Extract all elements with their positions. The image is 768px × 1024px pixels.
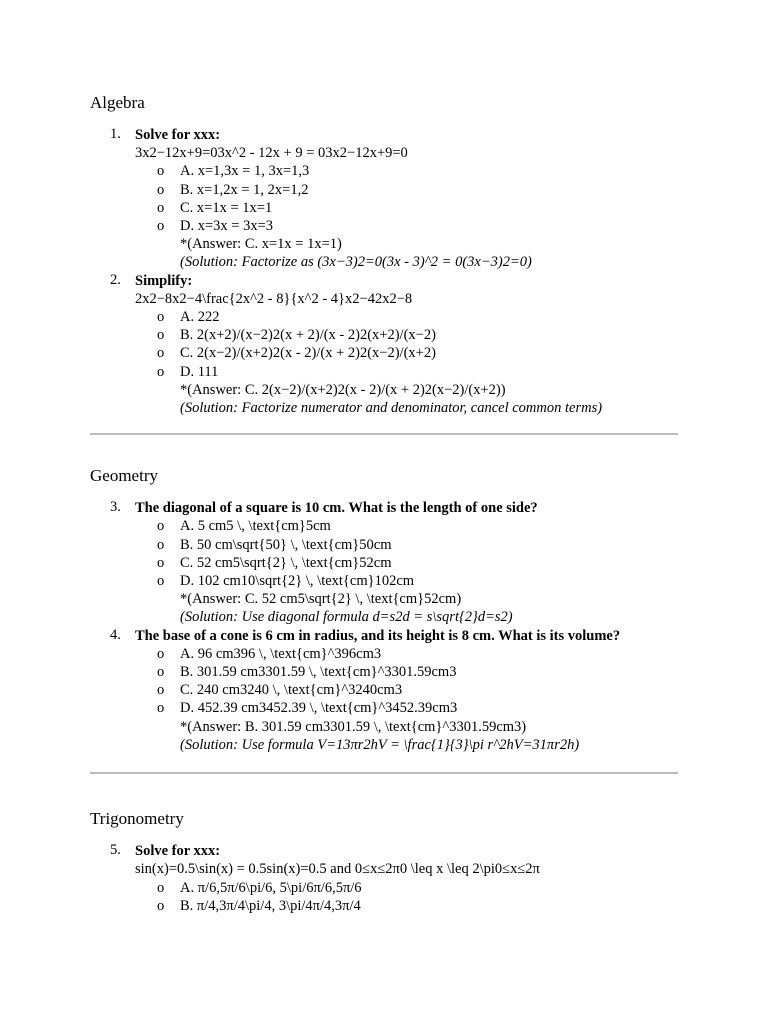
solution-text: (Solution: Factorize as (3x−3)2=0(3x - 3)^2 = 0(3x−3)2=0) — [180, 254, 532, 271]
option-list — [135, 162, 678, 235]
section-title-trigonometry: Trigonometry — [90, 809, 184, 829]
question-number: 2. — [110, 271, 121, 288]
option-text: A. 96 cm396 \, \text{cm}^396cm3 — [180, 645, 382, 662]
option-text: C. 240 cm3240 \, \text{cm}^3240cm3 — [180, 682, 403, 699]
option-item — [157, 681, 678, 699]
bullet-icon: o — [157, 573, 165, 590]
bullet-icon: o — [157, 163, 165, 180]
question-1 — [90, 126, 678, 272]
option-text: D. x=3x = 3x=3 — [180, 218, 274, 235]
section-divider — [90, 433, 678, 435]
option-text: B. 301.59 cm3301.59 \, \text{cm}^3301.59cm3 — [180, 664, 457, 681]
option-text: B. 50 cm\sqrt{50} \, \text{cm}50cm — [180, 536, 392, 553]
bullet-icon: o — [157, 664, 165, 681]
option-text: B. 2(x+2)/(x−2)2(x + 2)/(x - 2)2(x+2)/(x−2) — [180, 327, 436, 344]
question-text: Solve for xxx: — [135, 843, 221, 860]
answer-text: *(Answer: B. 301.59 cm3301.59 \, \text{cm}^3301.59cm3) — [180, 718, 527, 735]
question-4 — [90, 627, 678, 754]
bullet-icon: o — [157, 554, 165, 571]
option-text: C. 52 cm5\sqrt{2} \, \text{cm}52cm — [180, 554, 392, 571]
option-item — [157, 326, 678, 344]
section-divider — [90, 772, 678, 774]
option-text: A. 5 cm5 \, \text{cm}5cm — [180, 518, 331, 535]
question-number: 1. — [110, 126, 121, 142]
bullet-icon: o — [157, 518, 165, 535]
option-item — [157, 363, 678, 381]
option-list — [135, 517, 678, 590]
bullet-icon: o — [157, 682, 165, 699]
question-2 — [90, 272, 678, 418]
question-number: 5. — [110, 842, 121, 859]
option-item — [157, 199, 678, 217]
bullet-icon: o — [157, 700, 165, 717]
question-list — [90, 126, 678, 417]
bullet-icon: o — [157, 363, 165, 380]
option-list — [135, 308, 678, 381]
bullet-icon: o — [157, 199, 165, 216]
bullet-icon: o — [157, 879, 165, 896]
section-title-geometry: Geometry — [90, 466, 158, 486]
option-item — [157, 699, 678, 717]
answer-text: *(Answer: C. 2(x−2)/(x+2)2(x - 2)/(x + 2)2(x−2)/(x+2)) — [180, 381, 506, 398]
question-expression: 3x2−12x+9=03x^2 - 12x + 9 = 03x2−12x+9=0 — [135, 145, 408, 162]
option-text: B. π/4,3π/4\pi/4, 3\pi/4π/4,3π/4 — [180, 897, 361, 914]
section-algebra — [90, 80, 678, 417]
question-list — [90, 842, 678, 915]
question-list — [90, 499, 678, 754]
option-text: A. π/6,5π/6\pi/6, 5\pi/6π/6,5π/6 — [180, 879, 362, 896]
section-trigonometry — [90, 796, 678, 915]
option-text: C. 2(x−2)/(x+2)2(x - 2)/(x + 2)2(x−2)/(x+2) — [180, 345, 436, 362]
option-text: C. x=1x = 1x=1 — [180, 199, 273, 216]
question-number: 3. — [110, 499, 121, 516]
option-item — [157, 517, 678, 535]
option-text: D. 111 — [180, 363, 219, 380]
question-text: The diagonal of a square is 10 cm. What is the length of one side? — [135, 500, 538, 517]
bullet-icon: o — [157, 897, 165, 914]
question-5 — [90, 842, 678, 915]
option-item — [157, 879, 678, 897]
option-list — [135, 879, 678, 915]
option-item — [157, 181, 678, 199]
question-3 — [90, 499, 678, 626]
bullet-icon: o — [157, 327, 165, 344]
answer-text: *(Answer: C. 52 cm5\sqrt{2} \, \text{cm}52cm) — [180, 591, 462, 608]
option-text: D. 452.39 cm3452.39 \, \text{cm}^3452.39cm3 — [180, 700, 458, 717]
option-item — [157, 162, 678, 180]
bullet-icon: o — [157, 181, 165, 198]
bullet-icon: o — [157, 645, 165, 662]
option-text: D. 102 cm10\sqrt{2} \, \text{cm}102cm — [180, 573, 415, 590]
option-item — [157, 663, 678, 681]
option-item — [157, 344, 678, 362]
option-text: A. 222 — [180, 309, 220, 326]
section-title-algebra: Algebra — [90, 93, 145, 112]
option-text: B. x=1,2x = 1, 2x=1,2 — [180, 181, 309, 198]
question-number: 4. — [110, 626, 121, 643]
question-text: Simplify: — [135, 272, 193, 289]
question-text: Solve for xxx: — [135, 127, 221, 143]
solution-text: (Solution: Use diagonal formula d=s2d = s\sqrt{2}d=s2) — [180, 609, 513, 626]
solution-text: (Solution: Use formula V=13πr2hV = \frac{1}{3}\pi r^2hV=31πr2h) — [180, 736, 580, 753]
option-item — [157, 897, 678, 915]
section-geometry — [90, 453, 678, 754]
question-expression: sin(x)=0.5\sin(x) = 0.5sin(x)=0.5 and 0≤x≤2π0 \leq x \leq 2\pi0≤x≤2π — [135, 861, 540, 878]
bullet-icon: o — [157, 345, 165, 362]
option-item — [157, 572, 678, 590]
question-expression: 2x2−8x2−4\frac{2x^2 - 8}{x^2 - 4}x2−42x2−8 — [135, 290, 413, 307]
bullet-icon: o — [157, 309, 165, 326]
option-item — [157, 645, 678, 663]
option-text: A. x=1,3x = 1, 3x=1,3 — [180, 163, 310, 180]
option-item — [157, 554, 678, 572]
option-list — [135, 645, 678, 718]
bullet-icon: o — [157, 536, 165, 553]
solution-text: (Solution: Factorize numerator and denominator, cancel common terms) — [180, 400, 603, 417]
option-item — [157, 217, 678, 235]
answer-text: *(Answer: C. x=1x = 1x=1) — [180, 236, 342, 253]
option-item — [157, 308, 678, 326]
option-item — [157, 536, 678, 554]
bullet-icon: o — [157, 218, 165, 235]
question-text: The base of a cone is 6 cm in radius, and its height is 8 cm. What is its volume? — [135, 627, 621, 644]
